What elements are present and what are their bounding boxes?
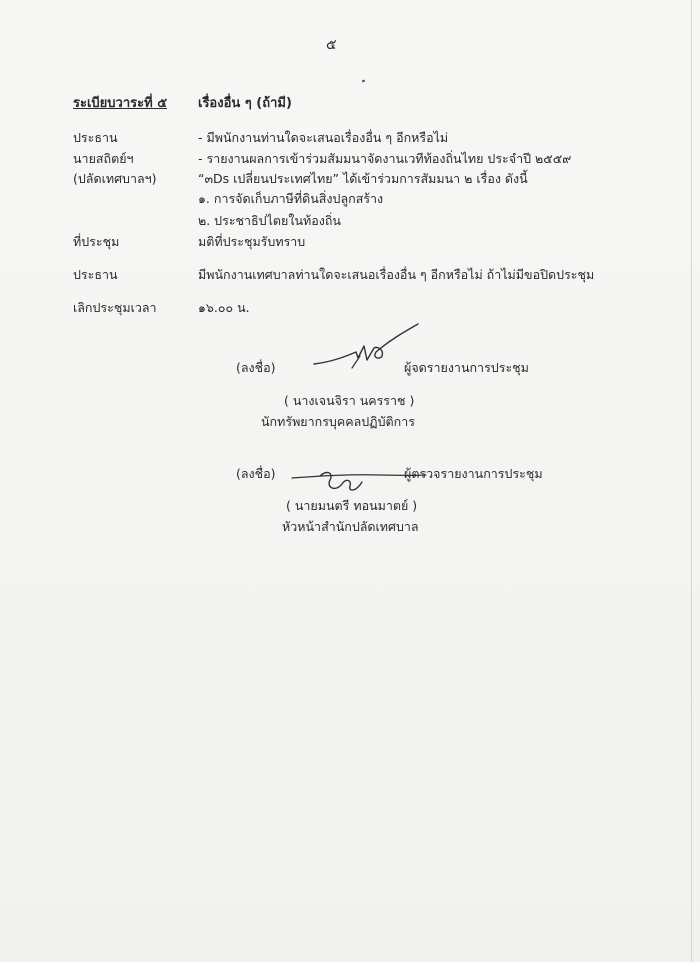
sign-label-2: (ลงชื่อ) [236, 466, 276, 481]
sign-label-1: (ลงชื่อ) [236, 360, 276, 375]
page-number: ๕ [326, 37, 337, 53]
speaker-chair-closing: ประธาน [73, 267, 118, 282]
role-recorder: ผู้จดรายงานการประชุม [404, 360, 529, 375]
recorder-name: ( นางเจนจิรา นครราช ) [284, 393, 415, 408]
scan-speck [362, 79, 366, 82]
agenda-number: ระเบียบวาระที่ ๕ [73, 96, 168, 111]
speaker-meeting: ที่ประชุม [73, 234, 120, 249]
speaker-chair: ประธาน [73, 130, 118, 145]
role-reviewer: ผู้ตรวจรายงานการประชุม [404, 466, 543, 481]
resolution-text: มติที่ประชุมรับทราบ [198, 234, 306, 249]
seminar-item-2: ๒. ประชาธิปไตยในท้องถิ่น [198, 213, 341, 228]
seminar-report-line2: “๓Ds เปลี่ยนประเทศไทย” ได้เข้าร่วมการสัมมนา ๒ เรื่อง ดังนี้ [198, 171, 528, 186]
reviewer-position: หัวหน้าสำนักปลัดเทศบาล [282, 519, 419, 534]
closing-text: มีพนักงานเทศบาลท่านใดจะเสนอเรื่องอื่น ๆ อีกหรือไม่ ถ้าไม่มีขอปิดประชุม [198, 267, 595, 282]
chair-question: - มีพนักงานท่านใดจะเสนอเรื่องอื่น ๆ อีกหรือไม่ [198, 130, 449, 145]
scan-edge-line [691, 0, 692, 962]
speaker-title: (ปลัดเทศบาลฯ) [73, 171, 157, 186]
agenda-title: เรื่องอื่น ๆ (ถ้ามี) [198, 96, 292, 111]
speaker-sathit: นายสถิตย์ฯ [73, 151, 134, 166]
recorder-position: นักทรัพยากรบุคคลปฏิบัติการ [261, 414, 415, 429]
seminar-report-line1: - รายงานผลการเข้าร่วมสัมมนาจัดงานเวทีท้องถิ่นไทย ประจำปี ๒๕๕๙ [198, 151, 572, 166]
seminar-item-1: ๑. การจัดเก็บภาษีที่ดินสิ่งปลูกสร้าง [198, 191, 384, 206]
adjourn-time: ๑๖.๐๐ น. [198, 300, 250, 315]
adjourn-label: เลิกประชุมเวลา [73, 300, 157, 315]
reviewer-name: ( นายมนตรี ทอนมาตย์ ) [286, 498, 418, 513]
